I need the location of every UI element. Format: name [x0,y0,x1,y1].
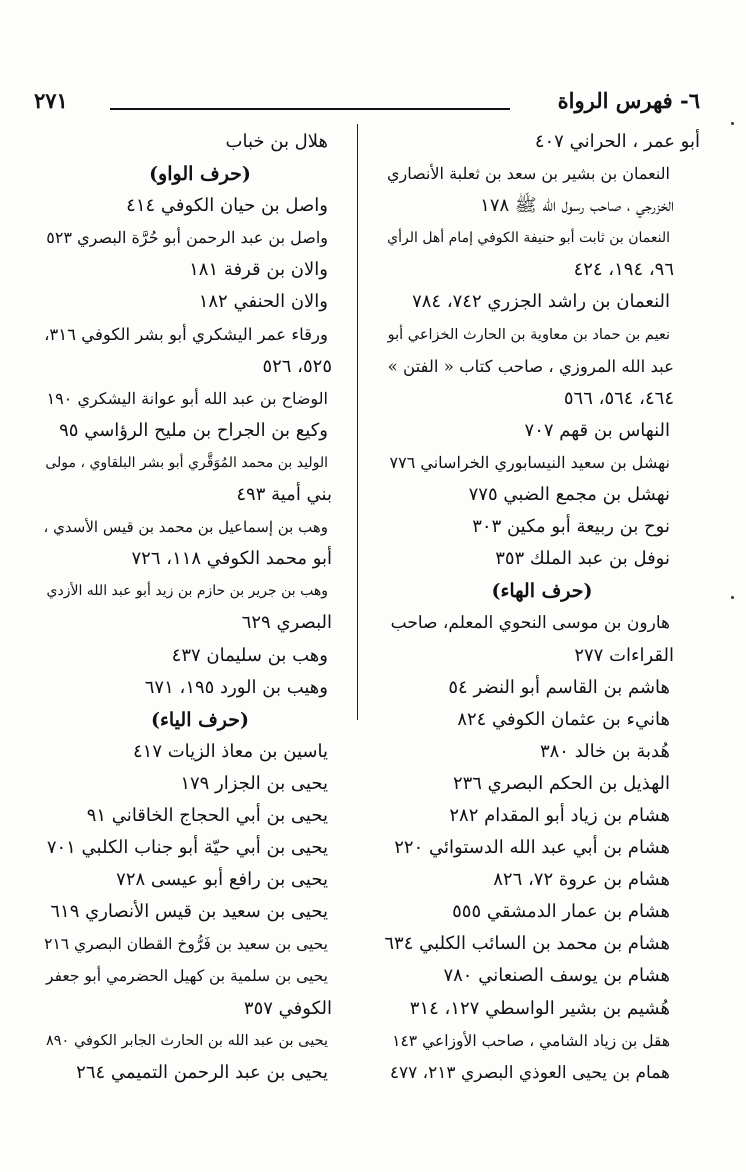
entry-text: هشام بن أبي عبد الله الدستوائي ٢٢٠ [394,837,670,859]
entry-dash [670,736,700,768]
entry-dash [328,832,358,864]
index-entry [42,319,358,351]
entry-dash [670,543,700,575]
entry-dash [328,1057,358,1089]
entry-text: يحيى بن سلمية بن كهيل الحضرمي أبو جعفر [46,967,328,986]
index-entry [384,1057,700,1089]
entry-text: وهب بن سليمان ٤٣٧ [171,644,328,666]
entry-dash [328,640,358,672]
entry-text: هانيء بن عثمان الكوفي ٨٢٤ [457,708,670,730]
entry-text: البصري ٦٢٩ [241,612,332,634]
entry-dash [670,768,700,800]
index-entry [384,800,700,832]
entry-dash [328,800,358,832]
entry-text: وكيع بن الجراح بن مليح الرؤاسي ٩٥ [59,419,328,441]
entry-dash [328,864,358,896]
entry-text: هشام بن محمد بن السائب الكلبي ٦٣٤ [384,933,670,955]
index-entry [384,704,700,736]
entry-dash [670,158,700,190]
index-entry [384,222,700,254]
section-heading [42,704,358,736]
entry-text: نوفل بن عبد الملك ٣٥٣ [495,548,670,570]
index-entry [384,768,700,800]
entry-dash [670,864,700,896]
entry-text: همام بن يحيى العوذي البصري ٢١٣، ٤٧٧ [389,1062,670,1083]
index-entry [42,832,358,864]
index-entry [42,254,358,286]
page-header [34,88,700,124]
index-entry [384,543,700,575]
entry-text: القراءات ٢٧٧ [574,644,674,666]
entry-dash [328,575,358,607]
entry-dash [670,447,700,479]
index-entry [42,222,358,254]
entry-text: النعمان بن بشير بن سعد بن ثعلبة الأنصاري [386,164,670,184]
entry-text: يحيى بن سعيد بن قيس الأنصاري ٦١٩ [50,901,328,923]
entry-dash [670,415,700,447]
entry-dash [670,511,700,543]
entry-dash [670,319,700,351]
entry-text: نهشل بن سعيد النيسابوري الخراساني ٧٧٦ [389,452,670,472]
entry-dash [670,960,700,992]
entry-text: ورقاء عمر اليشكري أبو بشر الكوفي ٣١٦، [44,324,328,344]
index-entry [384,511,700,543]
entry-text: والان بن قرفة ١٨١ [189,259,328,281]
index-entry [42,447,358,479]
index-entry [384,993,700,1025]
entry-text: النعمان بن ثابت أبو حنيفة الكوفي إمام أهل الرأي [387,230,670,247]
entry-dash [328,222,358,254]
entry-text: يحيى بن الجزار ١٧٩ [180,772,328,794]
entry-dash [328,447,358,479]
entry-text: واصل بن حيان الكوفي ٤١٤ [126,195,328,217]
entry-text: عبد الله المروزي ، صاحب كتاب « الفتن » [387,356,674,376]
entry-text: يحيى بن عبد الله بن الحارث الجابر الكوفي ٨٩٠ [45,1032,328,1049]
entry-text: الوضاح بن عبد الله أبو عوانة اليشكري ١٩٠ [46,388,328,408]
entry-text: الوليد بن محمد المُوَقَّري أبو بشر البلقاوي ، مولى [45,454,328,471]
section-heading [384,575,700,607]
entry-text: هُدبة بن خالد ٣٨٠ [539,740,670,762]
entry-dash [328,415,358,447]
entry-text: هشام بن زياد أبو المقدام ٢٨٢ [449,804,670,826]
entry-dash [328,383,358,415]
entry-dash [328,896,358,928]
index-entry [42,960,358,992]
entry-dash [328,126,358,158]
margin-speck [731,596,734,599]
entry-text: (حرف الواو) [149,163,251,186]
index-entry [42,640,358,672]
entry-continuation [42,479,358,511]
entry-dash [670,993,700,1025]
entry-dash [670,832,700,864]
index-entry [384,928,700,960]
index-entry [384,158,700,190]
index-entry [42,286,358,318]
entry-continuation [42,607,358,639]
entry-dash [328,928,358,960]
running-title: ٦- فهرس الرواة [557,88,700,113]
index-entry [384,319,700,351]
entry-text: هارون بن موسى النحوي المعلم، صاحب [390,613,670,634]
entry-text: النهاس بن قهم ٧٠٧ [524,419,670,441]
entry-dash [670,479,700,511]
entry-text: ٥٢٥، ٥٢٦ [262,355,332,377]
entry-text: يحيى بن أبي حيّة أبو جناب الكلبي ٧٠١ [46,837,328,859]
entry-dash [670,286,700,318]
page-number: ٢٧١ [34,88,68,113]
entry-continuation [384,190,700,222]
entry-text: الخزرجي ، صاحب رسول الله ﷺ ١٧٨ [480,195,674,217]
index-entry [384,736,700,768]
entry-text: هاشم بن القاسم أبو النضر ٥٤ [448,676,670,698]
entry-continuation [384,254,700,286]
entry-continuation [384,640,700,672]
entry-text: هُشيم بن بشير الواسطي ١٢٧، ٣١٤ [409,997,670,1019]
index-entry [42,928,358,960]
index-entry [384,447,700,479]
right-column [384,126,700,1089]
entry-text: (حرف الهاء) [491,580,593,603]
entry-text: هشام بن عروة ٧٢، ٨٢٦ [493,869,670,891]
entry-text: هلال بن خباب [225,131,328,152]
entry-dash [670,1057,700,1089]
entry-dash [328,319,358,351]
index-entry [42,864,358,896]
entry-text: يحيى بن عبد الرحمن التميمي ٢٦٤ [76,1061,328,1083]
entry-dash [670,928,700,960]
entry-text: نهشل بن مجمع الضبي ٧٧٥ [468,484,670,506]
entry-text: يحيى بن رافع أبو عيسى ٧٢٨ [116,869,328,891]
index-entry [384,607,700,639]
entry-text: يحيى بن سعيد بن فَرُّوخ القطان البصري ٢١٦ [44,935,328,954]
entry-text: أبو عمر ، الحراني ٤٠٧ [534,131,700,152]
entry-dash [328,254,358,286]
entry-text: النعمان بن راشد الجزري ٧٤٢، ٧٨٤ [412,291,670,313]
entry-text: وهب بن إسماعيل بن محمد بن قيس الأسدي ، [43,518,328,537]
entry-continuation [42,993,358,1025]
entry-dash [670,607,700,639]
index-entry [384,864,700,896]
entry-dash [328,768,358,800]
index-entry [384,286,700,318]
entry-continuation [384,383,700,415]
entry-text: يحيى بن أبي الحجاج الخاقاني ٩١ [86,804,328,826]
entry-text: ياسين بن معاذ الزيات ٤١٧ [132,740,328,762]
index-entry [384,126,700,158]
index-entry [42,383,358,415]
entry-text: الكوفي ٣٥٧ [243,997,332,1019]
entry-text: نوح بن ربيعة أبو مكين ٣٠٣ [472,516,670,538]
index-entry [42,126,358,158]
left-column [42,126,358,1089]
entry-dash [670,672,700,704]
index-entry [384,1025,700,1057]
index-entry [42,1057,358,1089]
entry-dash [328,672,358,704]
section-heading [42,158,358,190]
entry-text: نعيم بن حماد بن معاوية بن الحارث الخزاعي أبو [387,326,670,343]
entry-continuation [384,351,700,383]
entry-text: الهذيل بن الحكم البصري ٢٣٦ [452,772,670,794]
entry-text: والان الحنفي ١٨٢ [198,291,328,313]
entry-dash [328,960,358,992]
margin-speck [731,122,734,125]
index-entry [42,511,358,543]
entry-continuation [42,351,358,383]
entry-dash [670,1025,700,1057]
entry-text: واصل بن عبد الرحمن أبو حُرَّة البصري ٥٢٣ [46,228,328,248]
index-entry [42,800,358,832]
index-entry [384,479,700,511]
index-entry [384,960,700,992]
entry-text: هشام بن يوسف الصنعاني ٧٨٠ [443,965,670,987]
entry-text: وهب بن جرير بن حازم بن زيد أبو عبد الله الأزدي [46,583,328,600]
entry-text: (حرف الياء) [150,708,250,731]
index-entry [384,832,700,864]
index-entry [42,672,358,704]
entry-text: هقل بن زياد الشامي ، صاحب الأوزاعي ١٤٣ [392,1031,670,1050]
header-rule [110,108,510,110]
entry-dash [670,800,700,832]
index-entry [384,672,700,704]
index-entry [384,896,700,928]
entry-dash [670,704,700,736]
entry-dash [670,222,700,254]
entry-dash [328,736,358,768]
entry-dash [328,1025,358,1057]
entry-text: أبو محمد الكوفي ١١٨، ٧٢٦ [131,548,332,570]
entry-dash [328,190,358,222]
entry-text: ٤٦٤، ٥٦٤، ٥٦٦ [563,387,674,409]
entry-text: وهيب بن الورد ١٩٥، ٦٧١ [144,676,328,698]
index-entry [42,190,358,222]
entry-text: ٩٦، ١٩٤، ٤٢٤ [573,259,674,281]
index-entry [42,768,358,800]
entry-continuation [42,543,358,575]
index-entry [42,736,358,768]
entry-dash [670,896,700,928]
index-entry [42,575,358,607]
entry-dash [328,286,358,318]
entry-text: هشام بن عمار الدمشقي ٥٥٥ [452,901,670,923]
entry-text: بني أمية ٤٩٣ [236,484,332,506]
index-entry [42,415,358,447]
index-entry [42,896,358,928]
entry-dash [328,511,358,543]
index-entry [384,415,700,447]
index-entry [42,1025,358,1057]
